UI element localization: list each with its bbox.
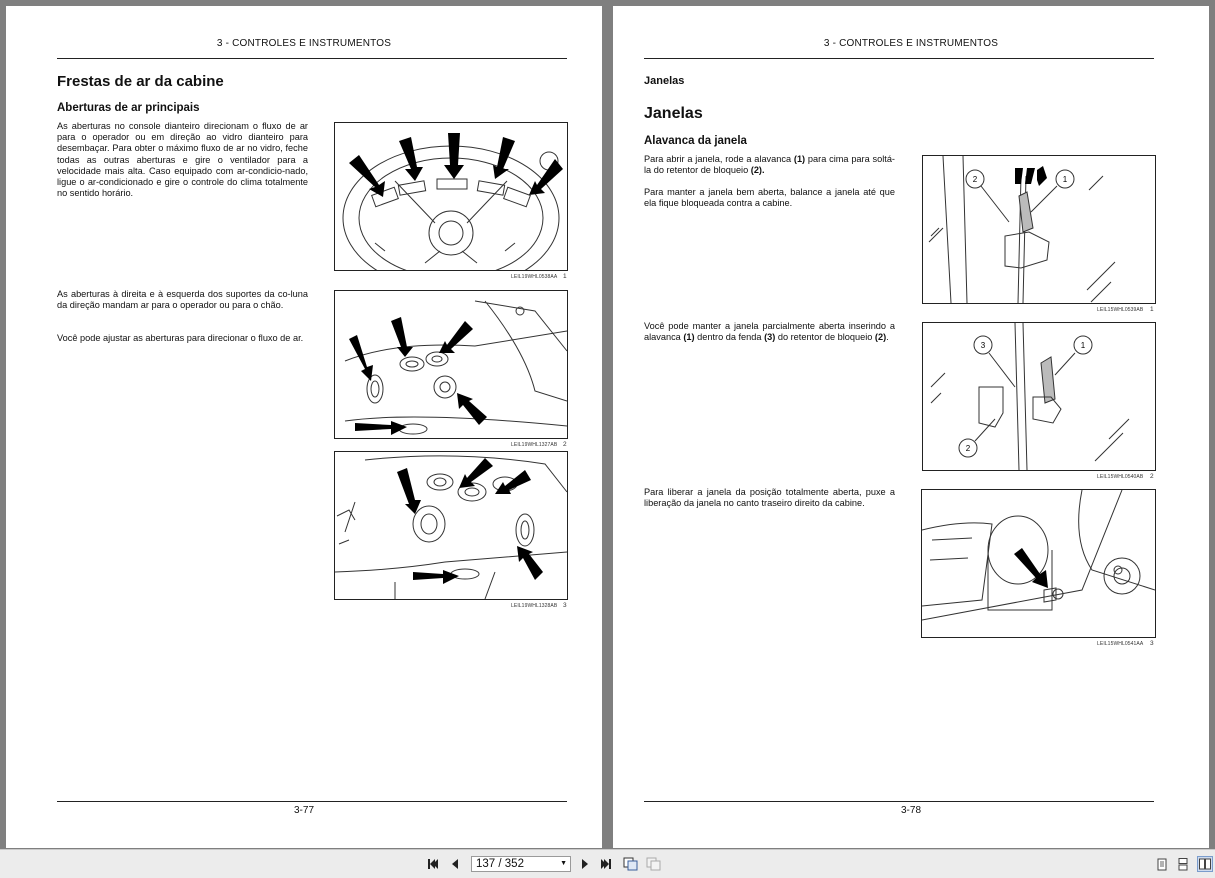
paragraph-main-vents: As aberturas no console dianteiro direcionam o fluxo de ar para o operador ou em direção ao vidro dianteiro para desembaçar. Para obter o máximo fluxo de ar no vidro, feche todas as outras aberturas e gire o ventilador para a velocidade mais alta. Caso equipado com ar-condicio-nado, ligue o ar-condicionado e gire o controle do clima totalmente no sentido horário. bbox=[57, 121, 308, 199]
paragraph-keep-open: Para manter a janela bem aberta, balance a janela até que ela fique bloqueada contra a cabine. bbox=[644, 187, 895, 209]
footer-rule bbox=[644, 801, 1154, 802]
figure-column-vents bbox=[334, 290, 568, 439]
figure-number: 2 bbox=[563, 441, 567, 448]
figure-code: LEIL15WHL0541AA bbox=[1097, 641, 1144, 647]
figure-number: 3 bbox=[1150, 640, 1154, 647]
figure-window-slot bbox=[922, 322, 1156, 471]
section-label: Janelas bbox=[644, 75, 685, 87]
header-rule bbox=[644, 58, 1154, 59]
callout-label: 1 bbox=[1080, 341, 1086, 350]
viewer-toolbar bbox=[0, 849, 1215, 878]
first-page-icon[interactable] bbox=[426, 857, 440, 871]
paragraph-adjust-vents: Você pode ajustar as aberturas para direcionar o fluxo de ar. bbox=[57, 333, 304, 343]
copy-icon[interactable] bbox=[622, 857, 640, 871]
figure-code: LEIL15WHL0540AB bbox=[1097, 474, 1144, 480]
figure-number: 2 bbox=[1150, 473, 1154, 480]
paragraph-side-vents: As aberturas à direita e à esquerda dos suportes da co-luna da direção mandam ar para o operador ou para o chão. bbox=[57, 289, 308, 311]
section-subtitle: Aberturas de ar principais bbox=[57, 102, 200, 114]
running-head: 3 - CONTROLES E INSTRUMENTOS bbox=[823, 38, 999, 49]
left-page bbox=[6, 6, 602, 848]
previous-page-icon[interactable] bbox=[448, 857, 462, 871]
figure-number: 3 bbox=[563, 602, 567, 609]
section-subtitle: Alavanca da janela bbox=[644, 135, 747, 147]
figure-code: LEIL19WHL1328AB bbox=[511, 603, 558, 609]
chevron-down-icon[interactable]: ▼ bbox=[560, 860, 567, 867]
figure-code: LEIL19WHL1327AB bbox=[511, 442, 558, 448]
page-number-field[interactable] bbox=[471, 856, 571, 872]
footer-rule bbox=[57, 801, 567, 802]
callout-label: 3 bbox=[980, 341, 986, 350]
paste-icon[interactable] bbox=[645, 857, 663, 871]
continuous-view-icon[interactable] bbox=[1176, 857, 1190, 871]
callout-label: 2 bbox=[965, 444, 971, 453]
running-head: 3 - CONTROLES E INSTRUMENTOS bbox=[216, 38, 392, 49]
page-indicator: 137 / 352 bbox=[476, 858, 524, 870]
next-page-icon[interactable] bbox=[578, 857, 592, 871]
figure-number: 1 bbox=[1150, 306, 1154, 313]
figure-lower-vents bbox=[334, 451, 568, 600]
page-number: 3-78 bbox=[900, 805, 921, 816]
figure-code: LEIL15WHL0539AB bbox=[1097, 307, 1144, 313]
callout-label: 1 bbox=[1062, 175, 1068, 184]
figure-dashboard-vents bbox=[334, 122, 568, 271]
last-page-icon[interactable] bbox=[598, 857, 614, 871]
page-title: Frestas de ar da cabine bbox=[57, 73, 224, 90]
paragraph-open-window: Para abrir a janela, rode a alavanca (1) para cima para soltá-la do retentor de bloqueio (2). bbox=[644, 154, 895, 176]
right-page bbox=[613, 6, 1209, 848]
callout-label: 2 bbox=[972, 175, 978, 184]
figure-window-lever bbox=[922, 155, 1156, 304]
page-number: 3-77 bbox=[293, 805, 314, 816]
figure-number: 1 bbox=[563, 273, 567, 280]
paragraph-partial-open: Você pode manter a janela parcialmente aberta inserindo a alavanca (1) dentro da fenda (3) do retentor de bloqueio (2). bbox=[644, 321, 895, 343]
figure-code: LEIL19WHL0538AA bbox=[511, 274, 558, 280]
page-title: Janelas bbox=[644, 105, 703, 122]
paragraph-release-window: Para liberar a janela da posição totalmente aberta, puxe a liberação da janela no canto traseiro direito da cabine. bbox=[644, 487, 895, 509]
header-rule bbox=[57, 58, 567, 59]
figure-window-release bbox=[921, 489, 1156, 638]
two-page-view-icon[interactable] bbox=[1197, 856, 1213, 872]
single-page-view-icon[interactable] bbox=[1155, 857, 1169, 871]
